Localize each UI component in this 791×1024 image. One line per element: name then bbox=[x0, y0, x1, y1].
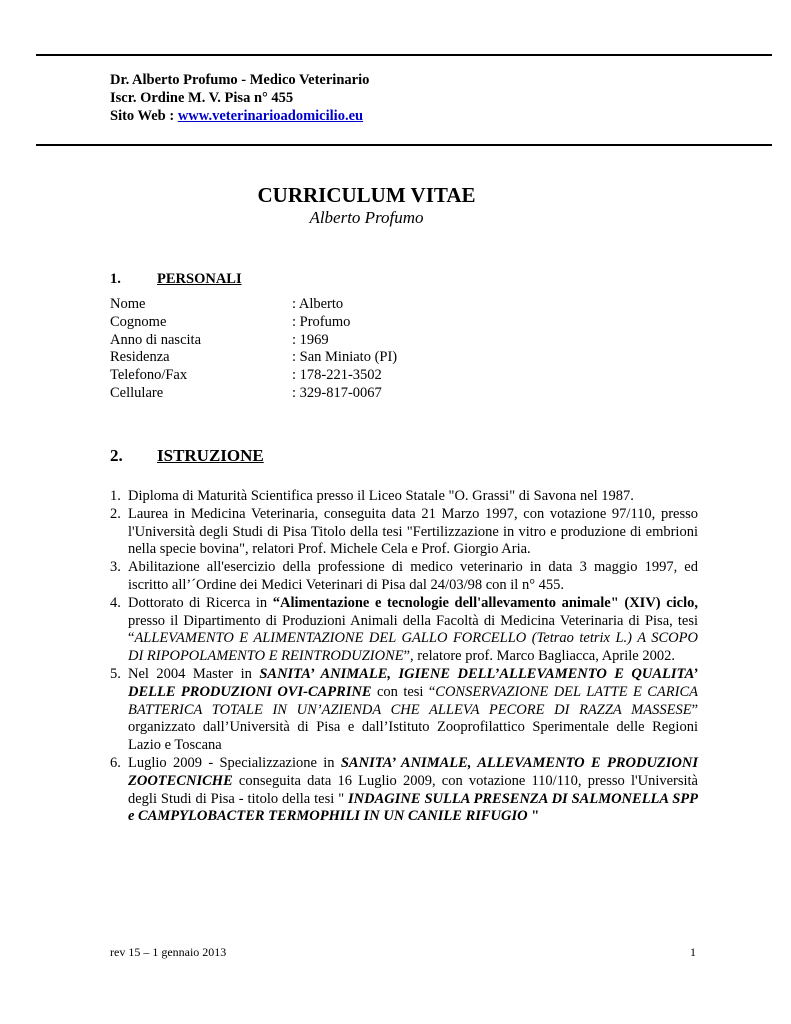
website-link[interactable]: www.veterinarioadomicilio.eu bbox=[177, 108, 364, 124]
letterhead bbox=[110, 71, 369, 125]
section-number: 1. bbox=[110, 271, 121, 287]
personal-info-value: : Alberto bbox=[292, 296, 344, 312]
education-item bbox=[110, 666, 698, 755]
section-istruzione-heading bbox=[110, 446, 264, 466]
education-item-number: 6. bbox=[110, 754, 121, 771]
document-title: CURRICULUM VITAE bbox=[257, 183, 476, 207]
education-item-text: Dottorato di Ricerca in bbox=[128, 594, 273, 611]
education-item bbox=[110, 506, 698, 559]
education-item-text: ” organizzato dall’Università di Pisa e dall’Istituto Zooprofilattico Sperimentale delle Regioni Lazio e Toscana bbox=[128, 701, 698, 754]
education-item-text: Diploma di Maturità Scientifica presso il Liceo Statale "O. Grassi" di Savona nel 1987. bbox=[128, 488, 634, 504]
education-item bbox=[110, 595, 698, 666]
section-label: PERSONALI bbox=[157, 271, 242, 287]
header-website-line bbox=[110, 107, 369, 125]
education-item-text: con tesi “ bbox=[371, 683, 436, 700]
personal-info-row bbox=[110, 314, 397, 332]
footer-revision: rev 15 – 1 gennaio 2013 bbox=[110, 945, 227, 959]
education-item-text: SANITA’ ANIMALE, IGIENE DELL’ALLEVAMENTO E QUALITA’ DELLE PRODUZIONI OVI-CAPRINE bbox=[128, 665, 698, 700]
education-item-text: SANITA’ ANIMALE, ALLEVAMENTO E PRODUZIONI ZOOTECNICHE bbox=[128, 754, 699, 789]
education-item-text: Laurea in Medicina Veterinaria, conseguita data 21 Marzo 1997, con votazione 97/110, presso l'Università degli Studi di Pisa Titolo della tesi "Fertilizzazione in vitro e produzione di embrioni nella specie bovina", relatori Prof. Michele Cela e Prof. Giorgio Aria. bbox=[128, 505, 698, 558]
section-label: ISTRUZIONE bbox=[157, 446, 264, 465]
personal-info-value: : San Miniato (PI) bbox=[292, 349, 398, 366]
personal-info-value: : 329-817-0067 bbox=[292, 384, 382, 401]
section-number: 2. bbox=[110, 446, 123, 465]
personal-info-row bbox=[110, 367, 397, 385]
education-item bbox=[110, 488, 698, 506]
education-item-number: 3. bbox=[110, 559, 121, 576]
education-item-text: Abilitazione all'esercizio della professione di medico veterinario in data 3 maggio 1997, ed iscritto all’´Ordine dei Medici Veterinari di Pisa dal 24/03/98 con il n° 455. bbox=[128, 559, 698, 593]
personal-info-row bbox=[110, 385, 397, 403]
personal-info-value: : 1969 bbox=[292, 331, 329, 348]
personal-info-value: : Profumo bbox=[292, 313, 351, 330]
education-item-text: " bbox=[527, 808, 540, 825]
personal-info-value: : 178-221-3502 bbox=[292, 367, 382, 384]
personal-info-key: Telefono/Fax bbox=[110, 367, 188, 384]
education-item-text: CONSERVAZIONE DEL LATTE E CARICA BATTERICA TOTALE IN UN’AZIENDA CHE ALLEVA PECORE DI RAZZA MASSESE bbox=[128, 683, 698, 718]
education-item bbox=[110, 559, 698, 595]
personal-info-table bbox=[110, 296, 397, 403]
personal-info-row bbox=[110, 296, 397, 314]
personal-info-row bbox=[110, 349, 397, 367]
education-item-text: Nel 2004 Master in bbox=[128, 665, 260, 682]
page-number: 1 bbox=[690, 945, 696, 959]
education-item bbox=[110, 755, 698, 826]
section-personali-heading bbox=[110, 271, 242, 288]
education-item-text: ALLEVAMENTO E ALIMENTAZIONE DEL GALLO FORCELLO (Tetrao tetrix L.) A SCOPO DI RIPOPOLAMENTO E REINTRODUZIONE bbox=[128, 630, 698, 665]
education-item-text: conseguita data 16 Luglio 2009, con votazione 110/110, presso l'Università degli Studi di Pisa - titolo della tesi " bbox=[128, 772, 698, 807]
education-item-number: 2. bbox=[110, 505, 121, 522]
personal-info-row bbox=[110, 332, 397, 350]
header-registration: Iscr. Ordine M. V. Pisa n° 455 bbox=[110, 90, 294, 106]
personal-info-key: Anno di nascita bbox=[110, 331, 202, 348]
top-rule bbox=[36, 54, 772, 56]
header-name: Dr. Alberto Profumo - Medico Veterinario bbox=[110, 72, 370, 88]
education-item-text: INDAGINE SULLA PRESENZA DI SALMONELLA SPP e CAMPYLOBACTER TERMOPHILI IN UN CANILE RIFUGIO bbox=[128, 790, 698, 825]
document-subtitle: Alberto Profumo bbox=[309, 208, 424, 227]
personal-info-key: Nome bbox=[110, 296, 146, 312]
website-label: Sito Web : bbox=[110, 108, 178, 124]
education-item-number: 5. bbox=[110, 665, 121, 682]
education-item-number: 4. bbox=[110, 594, 121, 611]
education-item-text: Luglio 2009 - Specializzazione in bbox=[128, 754, 341, 771]
personal-info-key: Cognome bbox=[110, 313, 167, 330]
personal-info-key: Residenza bbox=[110, 349, 170, 366]
education-list bbox=[110, 488, 698, 826]
education-item-text: ”, relatore prof. Marco Bagliacca, Aprile 2002. bbox=[403, 648, 675, 665]
education-item-text: presso il Dipartimento di Produzioni Animali della Facoltà di Medicina Veterinaria di Pisa, tesi “ bbox=[128, 612, 698, 647]
header-rule bbox=[36, 144, 772, 146]
education-item-number: 1. bbox=[110, 488, 121, 504]
personal-info-key: Cellulare bbox=[110, 384, 164, 401]
education-item-text: “Alimentazione e tecnologie dell'allevamento animale" (XIV) ciclo, bbox=[272, 594, 698, 611]
